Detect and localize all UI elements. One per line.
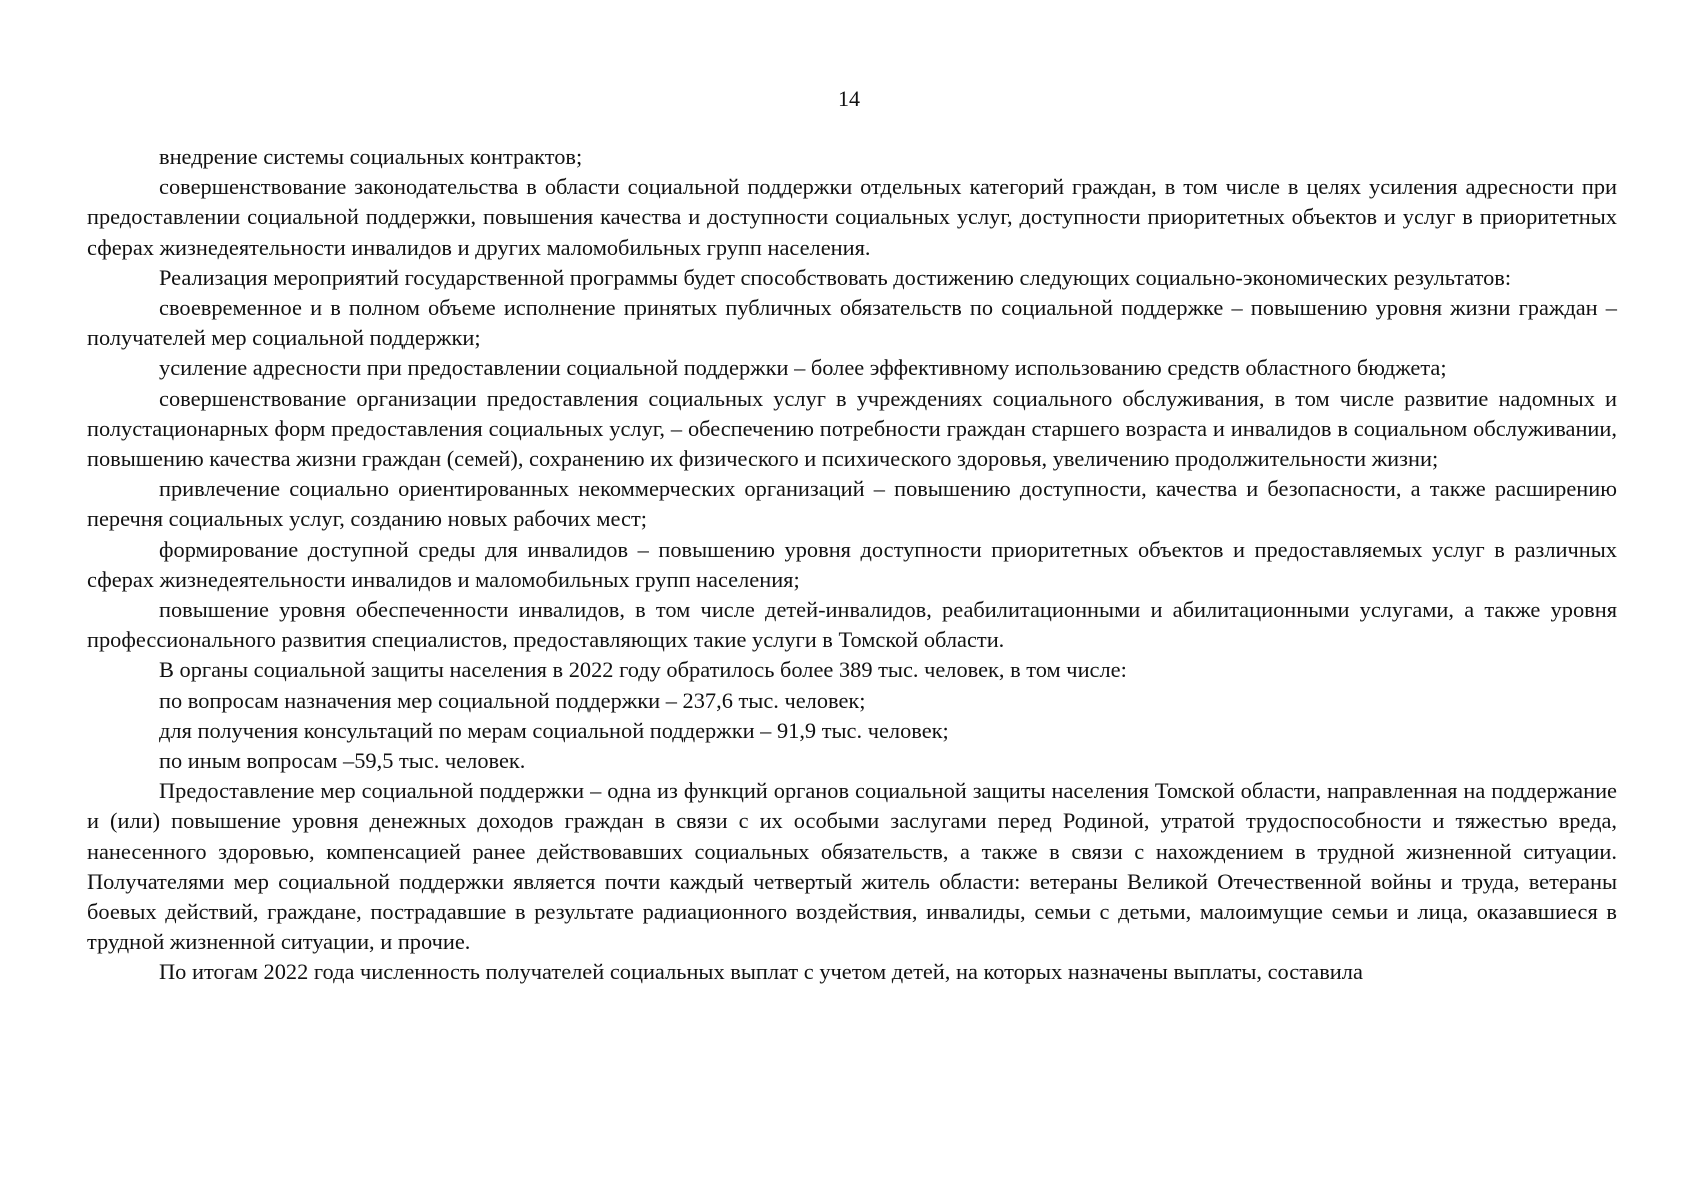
- paragraph-support-measures-function: Предоставление мер социальной поддержки – одна из функций органов социальной защиты населения Томской области, направленная на поддержание и (или) повышение уровня денежных доходов граждан в связи с их особыми заслугами перед Родиной, утратой трудоспособности и тяжестью вреда, нанесенного здоровью, компенсацией ранее действовавших социальных обязательств, а также в связи с нахождением в трудной жизненной ситуации. Получателями мер социальной поддержки является почти каждый четвертый житель области: ветераны Великой Отечественной войны и труда, ветераны боевых действий, граждане, пострадавшие в результате радиационного воздействия, инвалиды, семьи с детьми, малоимущие семьи и лица, оказавшиеся в трудной жизненной ситуации, и прочие.: [87, 778, 1617, 955]
- paragraph-appeals-consultations: для получения консультаций по мерам социальной поддержки – 91,9 тыс. человек;: [159, 717, 949, 743]
- paragraph-nonprofit-involvement: привлечение социально ориентированных некоммерческих организаций – повышению доступности, качества и безопасности, а также расширению перечня социальных услуг, созданию новых рабочих мест;: [87, 476, 1617, 532]
- paragraph-targeting: усиление адресности при предоставлении социальной поддержки – более эффективному использованию средств областного бюджета;: [159, 355, 1447, 381]
- paragraph-appeals-other: по иным вопросам –59,5 тыс. человек.: [159, 748, 526, 774]
- paragraph-social-contracts: внедрение системы социальных контрактов;: [159, 144, 583, 169]
- paragraph-obligations-fulfilment: своевременное и в полном объеме исполнение принятых публичных обязательств по социальной поддержке – повышению уровня жизни граждан – получателей мер социальной поддержки;: [87, 295, 1617, 351]
- paragraph-program-results-intro: Реализация мероприятий государственной программы будет способствовать достижению следующих социально-экономических результатов:: [159, 264, 1512, 290]
- paragraph-appeals-total: В органы социальной защиты населения в 2022 году обратилось более 389 тыс. человек, в том числе:: [159, 657, 1127, 683]
- paragraph-legislation-improvement: совершенствование законодательства в области социальной поддержки отдельных категорий граждан, в том числе в целях усиления адресности при предоставлении социальной поддержки, повышения качества и доступности социальных услуг, доступности приоритетных объектов и услуг в приоритетных сферах жизнедеятельности инвалидов и других маломобильных групп населения.: [87, 174, 1617, 260]
- paragraph-rehabilitation-services: повышение уровня обеспеченности инвалидов, в том числе детей-инвалидов, реабилитационными и абилитационными услугами, а также уровня профессионального развития специалистов, предоставляющих такие услуги в Томской области.: [87, 597, 1617, 653]
- paragraph-accessible-environment: формирование доступной среды для инвалидов – повышению уровня доступности приоритетных объектов и предоставляемых услуг в различных сферах жизнедеятельности инвалидов и маломобильных групп населения;: [87, 536, 1617, 592]
- paragraph-appeals-support-measures: по вопросам назначения мер социальной поддержки – 237,6 тыс. человек;: [159, 687, 866, 713]
- document-body: [87, 142, 1617, 988]
- paragraph-social-services-organization: совершенствование организации предоставления социальных услуг в учреждениях социального обслуживания, в том числе развитие надомных и полустационарных форм предоставления социальных услуг, – обеспечению потребности граждан старшего возраста и инвалидов в социальном обслуживании, повышению качества жизни граждан (семей), сохранению их физического и психического здоровья, увеличению продолжительности жизни;: [87, 385, 1617, 472]
- page-number: 14: [838, 86, 860, 111]
- paragraph-recipients-2022: По итогам 2022 года численность получателей социальных выплат с учетом детей, на которых назначены выплаты, составила: [159, 959, 1363, 985]
